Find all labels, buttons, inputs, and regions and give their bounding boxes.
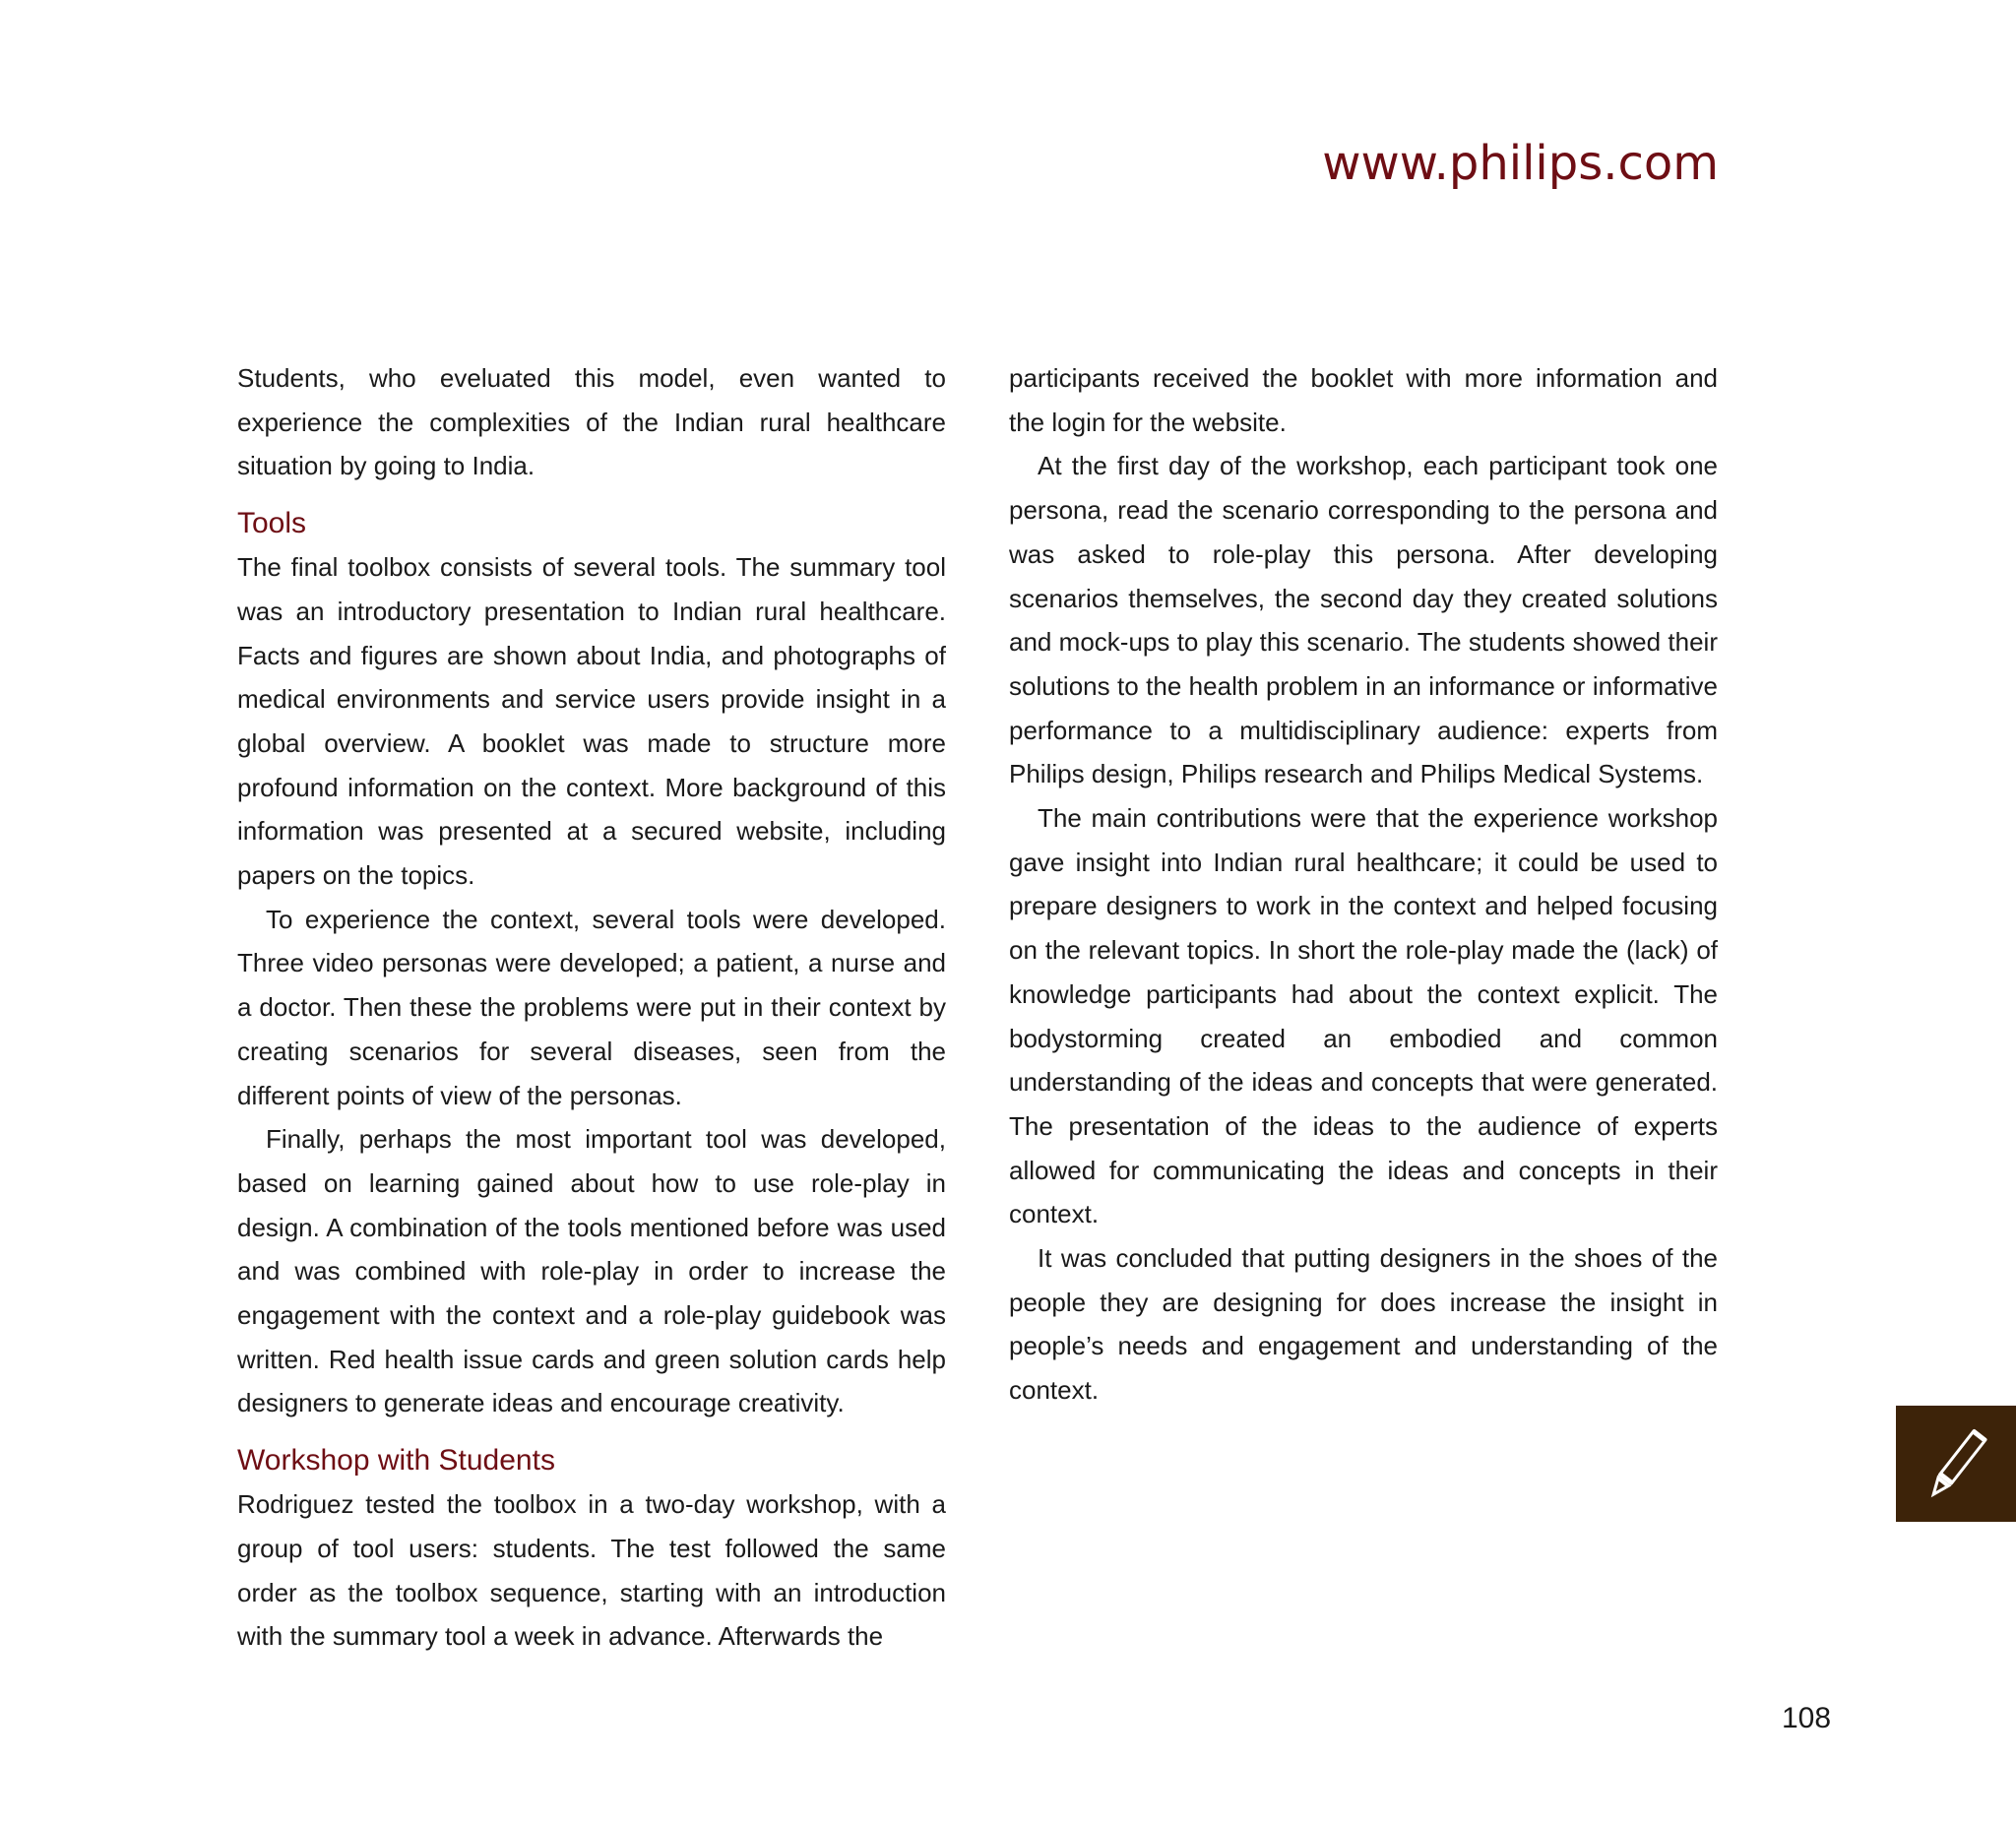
paragraph: It was concluded that putting designers in the shoes of the people they are designing for does increase the insight in people’s needs and engagement and understanding of the context. [1009, 1243, 1718, 1406]
right-column [1009, 356, 1718, 1413]
paragraph: Finally, perhaps the most important tool was developed, based on learning gained about how to use role-play in design. A combination of the tools mentioned before was used and was combined with role-play in order to increase the engagement with the context and a role-play guidebook was written. Red health issue cards and green solution cards help designers to generate ideas and encourage creativity. [237, 1124, 946, 1418]
paragraph: Students, who eveluated this model, even wanted to experience the complexities of the Indian rural healthcare situation by going to India. [237, 363, 946, 481]
section-heading-workshop: Workshop with Students [237, 1444, 555, 1478]
paragraph: The final toolbox consists of several tools. The summary tool was an introductory presentation to Indian rural healthcare. Facts and figures are shown about India, and photographs of medical environments and service users provide insight in a global overview. A booklet was made to structure more profound information on the context. More background of this information was presented at a secured website, including papers on the topics. [237, 552, 946, 891]
section-heading-tools: Tools [237, 507, 307, 540]
left-column [237, 356, 946, 1659]
notes-tab[interactable] [1896, 1406, 2016, 1522]
paragraph: At the first day of the workshop, each participant took one persona, read the scenario corresponding to the persona and was asked to role-play this persona. After developing scenarios themselves, the second day they created solutions and mock-ups to play this scenario. The students showed their solutions to the health problem in an informance or informative performance to a multidisciplinary audience: experts from Philips design, Philips research and Philips Medical Systems. [1009, 451, 1718, 789]
paragraph: participants received the booklet with more information and the login for the website. [1009, 363, 1718, 437]
header-url: www.philips.com [1322, 136, 1719, 191]
paragraph: To experience the context, several tools were developed. Three video personas were developed; a patient, a nurse and a doctor. Then these the problems were put in their context by creating scenarios for several diseases, seen from the different points of view of the personas. [237, 904, 946, 1110]
pencil-icon [1922, 1421, 1990, 1510]
paragraph: The main contributions were that the experience workshop gave insight into Indian rural healthcare; it could be used to prepare designers to work in the context and helped focusing on the relevant topics. In short the role-play made the (lack) of knowledge participants had about the context explicit. The bodystorming created an embodied and common understanding of the ideas and concepts that were generated. The presentation of the ideas to the audience of experts allowed for communicating the ideas and concepts in their context. [1009, 803, 1718, 1229]
paragraph: Rodriguez tested the toolbox in a two-day workshop, with a group of tool users: students. The test followed the same order as the toolbox sequence, starting with an introduction with the summary tool a week in advance. Afterwards the [237, 1489, 946, 1652]
page-number: 108 [1782, 1702, 1832, 1734]
